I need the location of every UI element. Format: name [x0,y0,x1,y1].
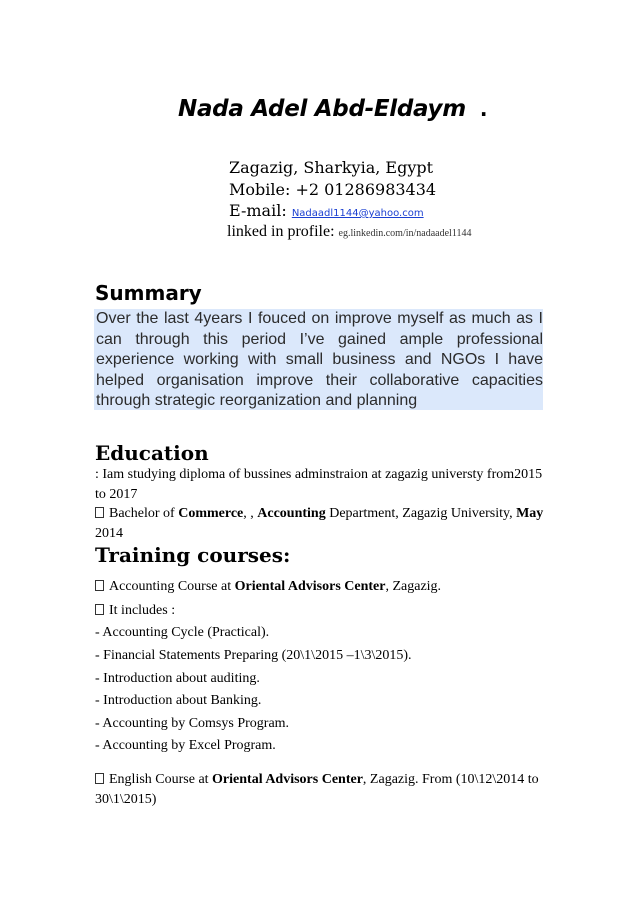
department: Accounting [257,506,326,521]
education-diploma: : Iam studying diploma of bussines adminstraion at zagazig universty from2015 to 2017 [95,467,543,502]
list-item: - Introduction about Banking. [95,693,262,708]
name-bullet: . [479,97,488,121]
email-line [229,201,424,224]
email-link[interactable]: Nadaadl1144@yahoo.com [291,208,424,219]
course-text: Accounting Course at [109,579,235,594]
edu-university: Department, Zagazig University, [325,506,517,521]
course-english [95,770,545,810]
email-label: E-mail: [229,201,287,220]
includes-label: It includes : [109,603,176,618]
list-item: - Accounting by Comsys Program. [95,716,290,731]
summary-box [94,309,543,410]
edu-text: Bachelor of [109,506,179,521]
linkedin-value: eg.linkedin.com/in/nadaadel1144 [338,228,472,239]
course-text: English Course at [109,772,213,787]
address: Zagazig, Sharkyia, Egypt [229,158,434,177]
training-heading: Training courses: [95,543,291,567]
list-item: - Introduction about auditing. [95,671,260,686]
education-bachelor [95,504,545,543]
course-location: , Zagazig. [385,579,442,594]
mobile: Mobile: +2 01286983434 [229,180,437,199]
includes-line [95,602,175,620]
course-dates: , Zagazig. From (10\12\2014 to 30\1\2015) [95,772,539,807]
name-heading [178,96,498,132]
summary-heading: Summary [95,281,202,305]
center-name: Oriental Advisors Center [212,772,363,787]
course-accounting [95,578,441,596]
bullet-box-icon [95,604,104,615]
center-name: Oriental Advisors Center [234,579,386,594]
grad-year: 2014 [95,525,123,541]
summary-text: Over the last 4years I fouced on improve myself as much as I can through this period I’ve gained ample professional experience working with small business and NGOs I have helped organisation improve their collaborative capacities through strategic reorganization and planning [96,310,543,409]
education-heading: Education [95,441,209,465]
degree-field: Commerce [178,506,244,521]
edu-separator: , , [243,506,258,521]
list-item: - Financial Statements Preparing (20\1\2015 –1\3\2015). [95,648,412,663]
full-name: Nada Adel Abd-Eldaym [178,96,466,122]
bullet-box-icon [95,580,104,591]
bullet-box-icon [95,773,104,784]
list-item: - Accounting Cycle (Practical). [95,625,270,640]
list-item: - Accounting by Excel Program. [95,738,276,753]
linkedin-label: linked in profile: [227,223,335,240]
linkedin-line [227,222,471,244]
grad-month: May [516,506,544,521]
bullet-box-icon [95,507,104,518]
